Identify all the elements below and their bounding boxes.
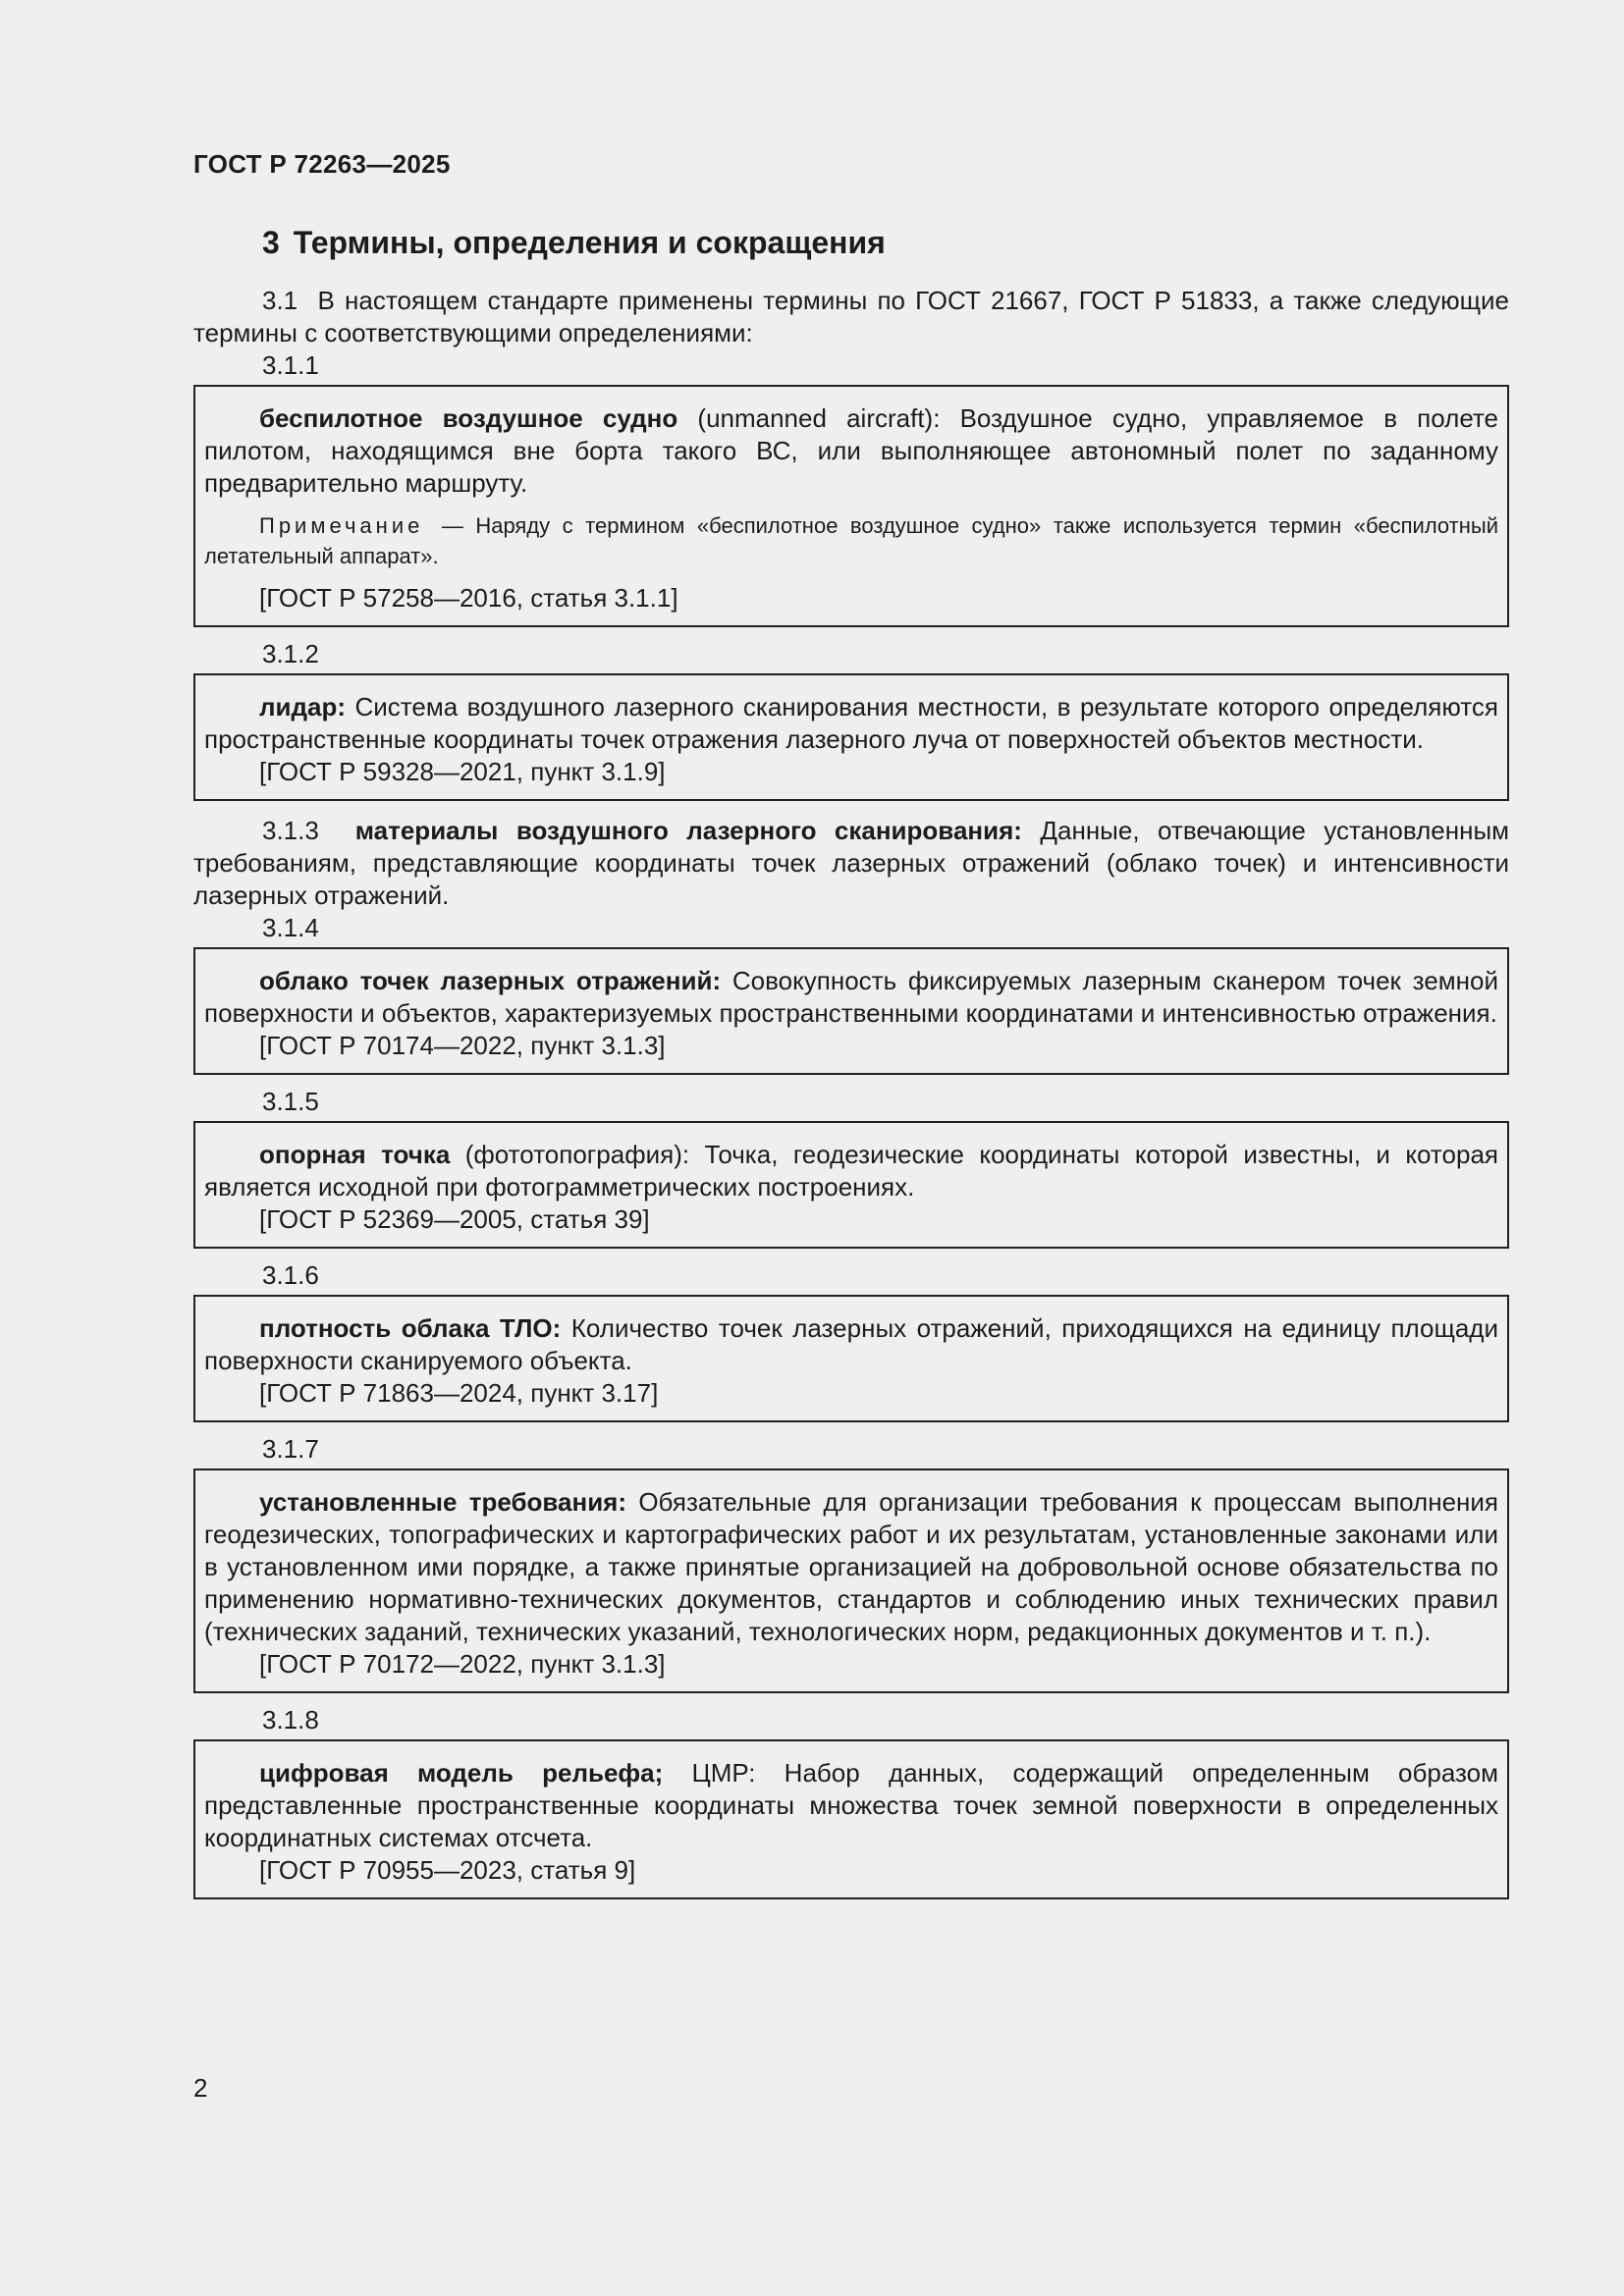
term-name: материалы воздушного лазерного сканирования: [354, 816, 1022, 845]
note-label: Примечание [259, 513, 424, 538]
definition-text: Обязательные для организации требования к процессам выполнения геодезических, топографических и картографических работ и их результатам, установленные законами или в установленном ими порядке, а также принятые организацией на добровольной основе обязательства по применению нормативно-технических документов, стандартов и соблюдению иных технических правил (технических заданий, технических указаний, технологических норм, редакционных документов и т. п.). [204, 1487, 1498, 1646]
term-box [193, 947, 1509, 1075]
term-name: облако точек лазерных отражений: [259, 966, 722, 995]
definition-text: ЦМР: Набор данных, содержащий определенным образом представленные пространственные координаты множества точек земной поверхности в определенных координатных системах отсчета. [204, 1758, 1498, 1852]
definition-text: (unmanned aircraft): Воздушное судно, управляемое в полете пилотом, находящимся вне борта такого ВС, или выполняющее автономный полет по заданному предварительно маршруту. [204, 403, 1498, 498]
section-heading [262, 223, 886, 262]
term-definition [204, 402, 1498, 500]
page-number: 2 [193, 2073, 208, 2103]
term-definition [204, 965, 1498, 1030]
entry-number: 3.1.2 [262, 639, 319, 668]
inline-term-paragraph [193, 815, 1509, 912]
term-source: [ГОСТ Р 57258—2016, статья 3.1.1] [259, 583, 678, 613]
term-note [204, 510, 1498, 571]
section-title: Термины, определения и сокращения [293, 225, 886, 260]
entry-number: 3.1.8 [262, 1705, 319, 1735]
section-number: 3 [262, 225, 280, 260]
intro-number: 3.1 [262, 286, 298, 315]
term-box [193, 1468, 1509, 1693]
term-box [193, 385, 1509, 627]
term-name: беспилотное воздушное судно [259, 403, 678, 433]
term-source: [ГОСТ Р 70174—2022, пункт 3.1.3] [259, 1031, 666, 1060]
term-source: [ГОСТ Р 71863—2024, пункт 3.17] [259, 1378, 659, 1408]
term-source: [ГОСТ Р 52369—2005, статья 39] [259, 1204, 650, 1234]
term-source: [ГОСТ Р 70172—2022, пункт 3.1.3] [259, 1649, 666, 1679]
note-text: — Наряду с термином «беспилотное воздушное судно» также используется термин «беспилотный летательный аппарат». [204, 513, 1498, 568]
term-definition [204, 1486, 1498, 1648]
definition-text: Совокупность фиксируемых лазерным сканером точек земной поверхности и объектов, характеризуемых пространственными координатами и интенсивностью отражения. [204, 966, 1498, 1028]
intro-text: В настоящем стандарте применены термины по ГОСТ 21667, ГОСТ Р 51833, а также следующие термины с соответствующими определениями: [193, 286, 1509, 347]
entry-number: 3.1.4 [262, 913, 319, 942]
entry-number: 3.1.3 [262, 816, 319, 845]
definition-text: Система воздушного лазерного сканирования местности, в результате которого определяются пространственные координаты точек отражения лазерного луча от поверхностей объектов местности. [204, 692, 1498, 754]
intro-paragraph [193, 285, 1509, 349]
entry-number: 3.1.6 [262, 1260, 319, 1290]
term-box [193, 673, 1509, 801]
term-name: плотность облака ТЛО: [259, 1313, 562, 1343]
term-definition [204, 1757, 1498, 1854]
term-definition [204, 691, 1498, 756]
term-source: [ГОСТ Р 59328—2021, пункт 3.1.9] [259, 757, 666, 786]
entry-number: 3.1.5 [262, 1087, 319, 1116]
term-name: установленные требования: [259, 1487, 627, 1517]
term-name: лидар: [259, 692, 347, 721]
entry-number: 3.1.1 [262, 350, 319, 380]
term-definition [204, 1312, 1498, 1377]
term-name: цифровая модель рельефа; [259, 1758, 664, 1788]
term-box [193, 1739, 1509, 1899]
term-source: [ГОСТ Р 70955—2023, статья 9] [259, 1855, 636, 1885]
term-name: опорная точка [259, 1140, 451, 1169]
term-box [193, 1295, 1509, 1422]
definition-text: Данные, отвечающие установленным требованиям, представляющие координаты точек лазерных отражений (облако точек) и интенсивности лазерных отражений. [193, 816, 1510, 910]
term-box [193, 1121, 1509, 1249]
definition-text: Количество точек лазерных отражений, приходящихся на единицу площади поверхности сканируемого объекта. [204, 1313, 1498, 1375]
definition-text: (фототопография): Точка, геодезические координаты которой известны, и которая является исходной при фотограмметрических построениях. [204, 1140, 1498, 1201]
term-definition [204, 1139, 1498, 1203]
document-id: ГОСТ Р 72263—2025 [193, 149, 451, 179]
document-body [193, 285, 1509, 1899]
entry-number: 3.1.7 [262, 1434, 319, 1464]
